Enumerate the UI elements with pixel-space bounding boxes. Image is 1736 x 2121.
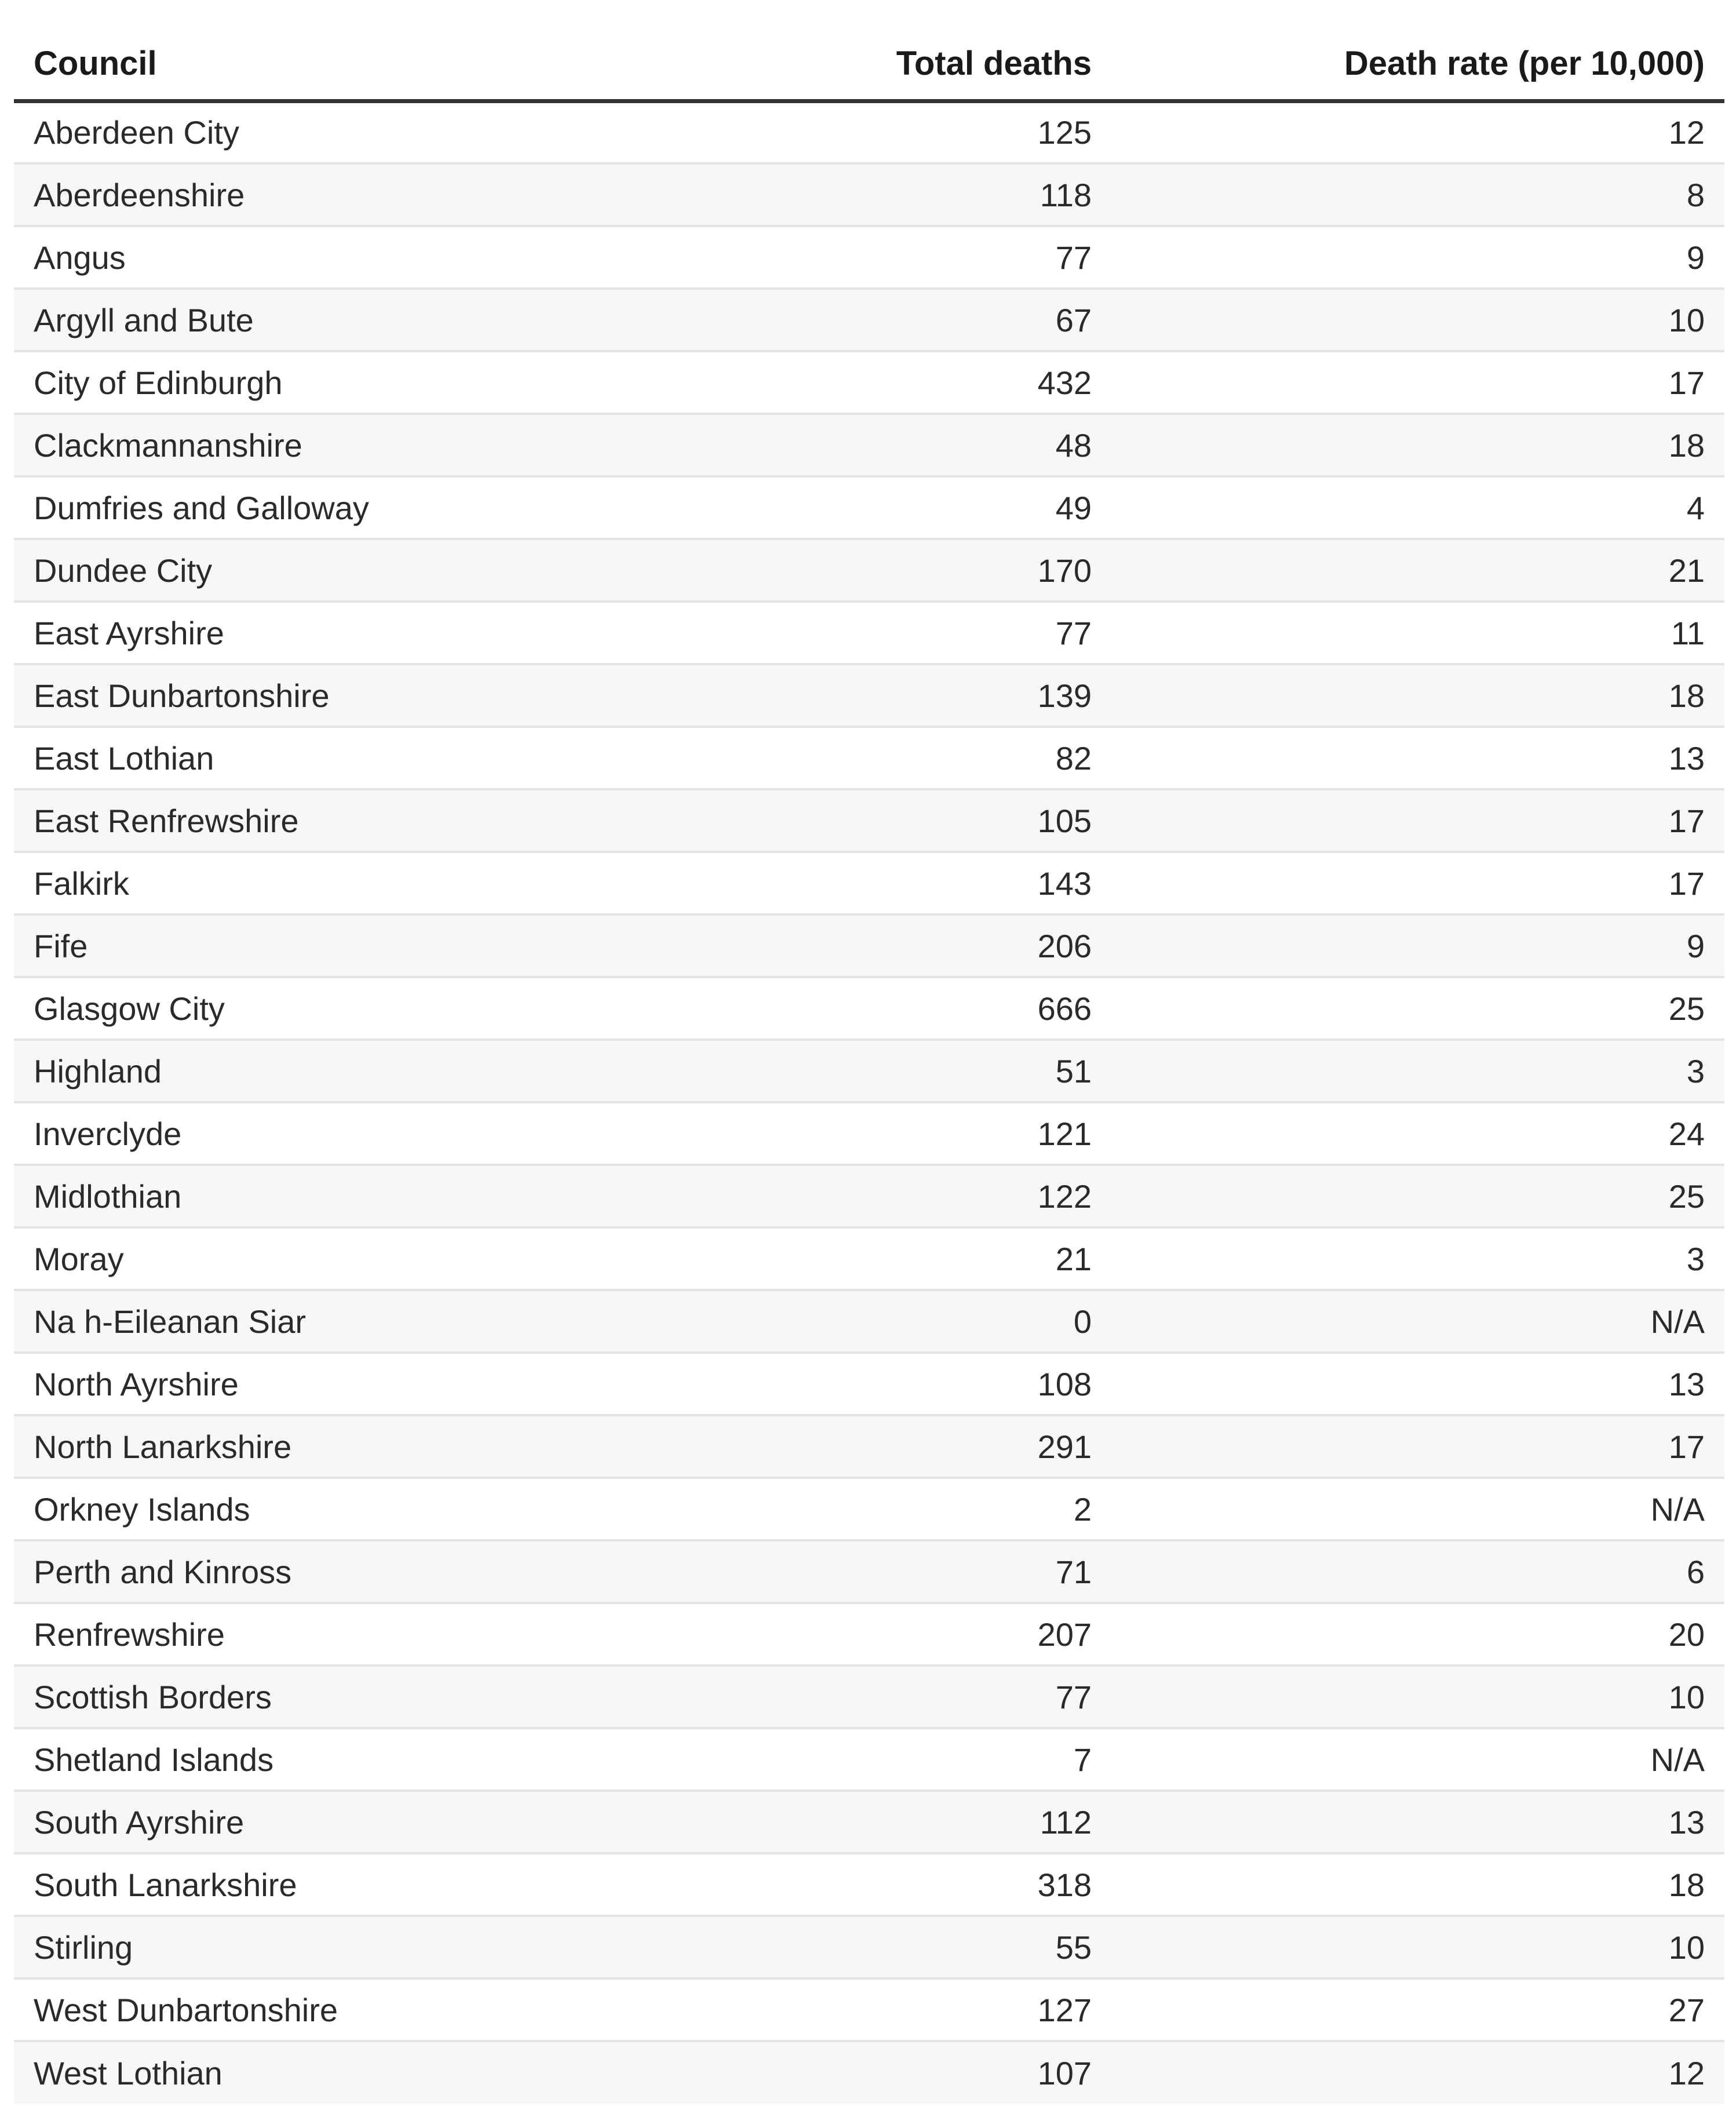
death-rate-cell: 10 [1111, 1666, 1724, 1728]
council-cell: City of Edinburgh [14, 351, 625, 414]
total-deaths-cell: 108 [625, 1353, 1111, 1415]
death-rate-cell: 25 [1111, 977, 1724, 1040]
table-row [14, 163, 1724, 226]
council-cell: Shetland Islands [14, 1728, 625, 1791]
death-rate-cell: 6 [1111, 1540, 1724, 1603]
total-deaths-cell: 143 [625, 852, 1111, 914]
total-deaths-cell: 127 [625, 1978, 1111, 2041]
council-cell: North Ayrshire [14, 1353, 625, 1415]
table-row [14, 977, 1724, 1040]
table-row [14, 1791, 1724, 1853]
council-cell: Inverclyde [14, 1102, 625, 1165]
total-deaths-cell: 77 [625, 602, 1111, 664]
total-deaths-cell: 49 [625, 476, 1111, 539]
council-cell: East Ayrshire [14, 602, 625, 664]
table-row [14, 1353, 1724, 1415]
table-row [14, 414, 1724, 476]
table-row [14, 289, 1724, 351]
total-deaths-cell: 112 [625, 1791, 1111, 1853]
death-rate-cell: 27 [1111, 1978, 1724, 2041]
table-row [14, 914, 1724, 977]
total-deaths-cell: 71 [625, 1540, 1111, 1603]
table-row [14, 1728, 1724, 1791]
death-rate-cell: 8 [1111, 163, 1724, 226]
council-cell: Highland [14, 1040, 625, 1102]
council-cell: Dundee City [14, 539, 625, 602]
table-body [14, 101, 1724, 2104]
table-row [14, 1290, 1724, 1353]
total-deaths-cell: 122 [625, 1165, 1111, 1227]
council-deaths-table [14, 28, 1724, 2104]
death-rate-cell: 20 [1111, 1603, 1724, 1666]
council-cell: North Lanarkshire [14, 1415, 625, 1478]
death-rate-cell: 9 [1111, 226, 1724, 289]
death-rate-cell: 13 [1111, 1791, 1724, 1853]
council-cell: Dumfries and Galloway [14, 476, 625, 539]
total-deaths-cell: 118 [625, 163, 1111, 226]
total-deaths-cell: 105 [625, 789, 1111, 852]
council-cell: Midlothian [14, 1165, 625, 1227]
death-rate-cell: 12 [1111, 101, 1724, 163]
council-cell: Falkirk [14, 852, 625, 914]
death-rate-cell: 11 [1111, 602, 1724, 664]
council-cell: Renfrewshire [14, 1603, 625, 1666]
council-cell: East Renfrewshire [14, 789, 625, 852]
table-row [14, 1165, 1724, 1227]
death-rate-cell: 4 [1111, 476, 1724, 539]
total-deaths-cell: 125 [625, 101, 1111, 163]
council-cell: Perth and Kinross [14, 1540, 625, 1603]
council-cell: Angus [14, 226, 625, 289]
table-row [14, 1978, 1724, 2041]
total-deaths-cell: 107 [625, 2041, 1111, 2104]
death-rate-cell: N/A [1111, 1728, 1724, 1791]
council-cell: Glasgow City [14, 977, 625, 1040]
header-death-rate: Death rate (per 10,000) [1111, 28, 1724, 101]
death-rate-cell: 18 [1111, 1853, 1724, 1916]
table-row [14, 1853, 1724, 1916]
total-deaths-cell: 7 [625, 1728, 1111, 1791]
total-deaths-cell: 432 [625, 351, 1111, 414]
council-cell: Stirling [14, 1916, 625, 1978]
council-deaths-table-container [14, 28, 1724, 2104]
council-cell: Aberdeenshire [14, 163, 625, 226]
table-row [14, 1540, 1724, 1603]
council-cell: East Lothian [14, 727, 625, 789]
death-rate-cell: 12 [1111, 2041, 1724, 2104]
death-rate-cell: 18 [1111, 414, 1724, 476]
death-rate-cell: 17 [1111, 351, 1724, 414]
death-rate-cell: N/A [1111, 1478, 1724, 1540]
table-row [14, 1478, 1724, 1540]
table-row [14, 664, 1724, 727]
total-deaths-cell: 2 [625, 1478, 1111, 1540]
council-cell: Moray [14, 1227, 625, 1290]
council-cell: South Lanarkshire [14, 1853, 625, 1916]
table-row [14, 2041, 1724, 2104]
death-rate-cell: 10 [1111, 1916, 1724, 1978]
table-row [14, 226, 1724, 289]
table-row [14, 101, 1724, 163]
table-row [14, 1227, 1724, 1290]
table-row [14, 1603, 1724, 1666]
death-rate-cell: 18 [1111, 664, 1724, 727]
total-deaths-cell: 67 [625, 289, 1111, 351]
council-cell: East Dunbartonshire [14, 664, 625, 727]
table-row [14, 351, 1724, 414]
total-deaths-cell: 318 [625, 1853, 1111, 1916]
table-row [14, 1102, 1724, 1165]
total-deaths-cell: 291 [625, 1415, 1111, 1478]
death-rate-cell: 3 [1111, 1040, 1724, 1102]
table-row [14, 602, 1724, 664]
council-cell: Scottish Borders [14, 1666, 625, 1728]
table-row [14, 1666, 1724, 1728]
total-deaths-cell: 55 [625, 1916, 1111, 1978]
header-council: Council [14, 28, 625, 101]
total-deaths-cell: 48 [625, 414, 1111, 476]
table-row [14, 476, 1724, 539]
death-rate-cell: 25 [1111, 1165, 1724, 1227]
death-rate-cell: 10 [1111, 289, 1724, 351]
council-cell: Argyll and Bute [14, 289, 625, 351]
total-deaths-cell: 139 [625, 664, 1111, 727]
death-rate-cell: 21 [1111, 539, 1724, 602]
death-rate-cell: 3 [1111, 1227, 1724, 1290]
death-rate-cell: 24 [1111, 1102, 1724, 1165]
table-row [14, 727, 1724, 789]
death-rate-cell: 17 [1111, 789, 1724, 852]
total-deaths-cell: 82 [625, 727, 1111, 789]
total-deaths-cell: 21 [625, 1227, 1111, 1290]
total-deaths-cell: 51 [625, 1040, 1111, 1102]
table-row [14, 1415, 1724, 1478]
death-rate-cell: N/A [1111, 1290, 1724, 1353]
council-cell: Aberdeen City [14, 101, 625, 163]
death-rate-cell: 17 [1111, 852, 1724, 914]
total-deaths-cell: 77 [625, 1666, 1111, 1728]
council-cell: Orkney Islands [14, 1478, 625, 1540]
death-rate-cell: 13 [1111, 727, 1724, 789]
council-cell: West Lothian [14, 2041, 625, 2104]
total-deaths-cell: 77 [625, 226, 1111, 289]
death-rate-cell: 17 [1111, 1415, 1724, 1478]
total-deaths-cell: 121 [625, 1102, 1111, 1165]
total-deaths-cell: 666 [625, 977, 1111, 1040]
council-cell: West Dunbartonshire [14, 1978, 625, 2041]
table-row [14, 789, 1724, 852]
council-cell: Fife [14, 914, 625, 977]
header-total-deaths: Total deaths [625, 28, 1111, 101]
table-row [14, 1916, 1724, 1978]
table-row [14, 1040, 1724, 1102]
table-row [14, 539, 1724, 602]
council-cell: Na h-Eileanan Siar [14, 1290, 625, 1353]
total-deaths-cell: 207 [625, 1603, 1111, 1666]
council-cell: Clackmannanshire [14, 414, 625, 476]
header-row [14, 28, 1724, 101]
total-deaths-cell: 0 [625, 1290, 1111, 1353]
table-row [14, 852, 1724, 914]
total-deaths-cell: 206 [625, 914, 1111, 977]
total-deaths-cell: 170 [625, 539, 1111, 602]
council-cell: South Ayrshire [14, 1791, 625, 1853]
table-header [14, 28, 1724, 101]
death-rate-cell: 13 [1111, 1353, 1724, 1415]
death-rate-cell: 9 [1111, 914, 1724, 977]
